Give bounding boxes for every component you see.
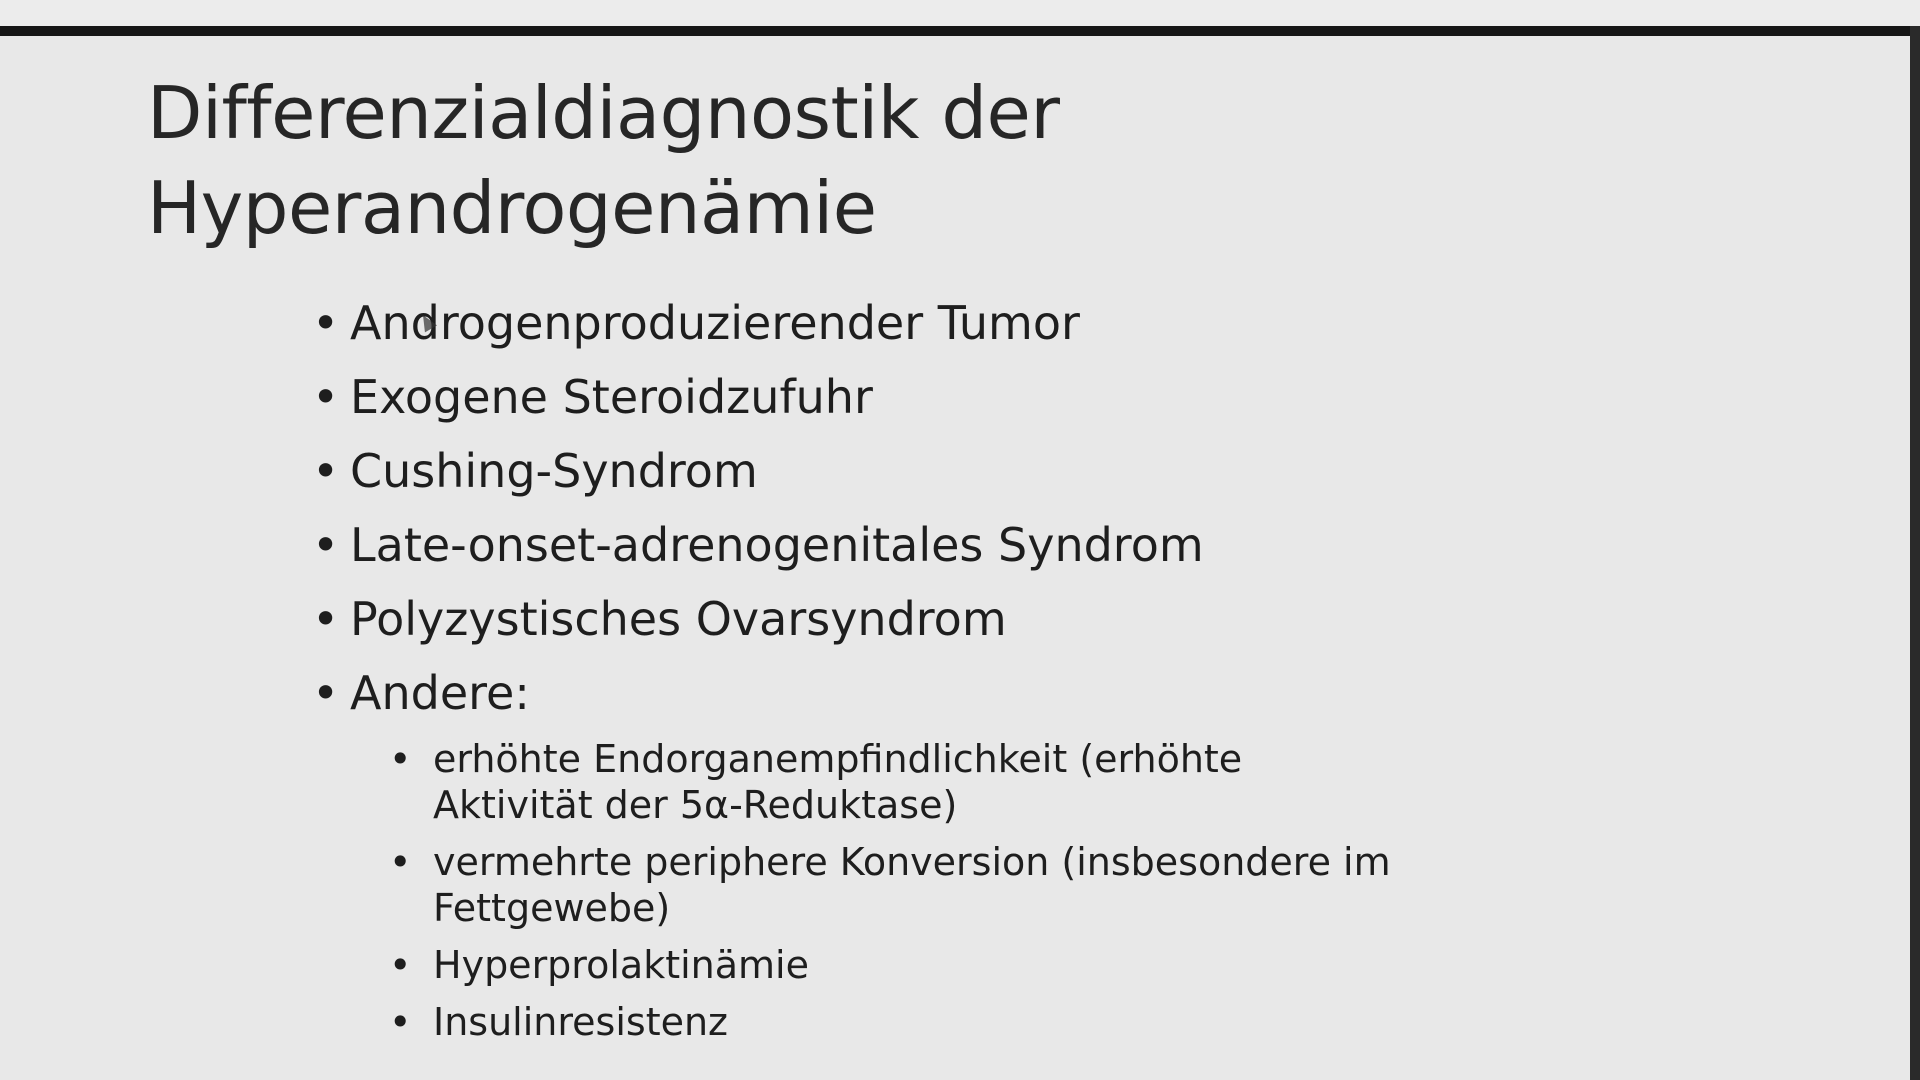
- bullet-item: • Polyzystisches Ovarsyndrom: [0, 582, 1900, 656]
- window-top-band: [0, 0, 1920, 26]
- bullet-item: • Cushing-Syndrom: [0, 434, 1900, 508]
- sub-bullet-line: • vermehrte periphere Konversion (insbesondere im: [433, 840, 1391, 884]
- sub-bullet-line: • Insulinresistenz: [433, 1000, 729, 1044]
- bullet-item-andere: [0, 656, 1900, 1045]
- bullet-list: [0, 286, 1900, 1056]
- sub-bullet-item: [0, 942, 1900, 988]
- slide-top-border: [0, 26, 1920, 36]
- sub-bullet-list: [350, 736, 1900, 1045]
- slide-right-edge: [1910, 26, 1920, 1080]
- bullet-item: • Late-onset-adrenogenitales Syndrom: [0, 508, 1900, 582]
- sub-bullet-item: [0, 736, 1900, 828]
- sub-bullet-item: [0, 839, 1900, 931]
- sub-bullet-line: Fettgewebe): [433, 886, 671, 930]
- sub-bullet-item: [0, 999, 1900, 1045]
- sub-bullet-line: • Hyperprolaktinämie: [433, 943, 809, 987]
- bullet-item-label: Andere:: [350, 666, 530, 720]
- bullet-item: • Exogene Steroidzufuhr: [0, 360, 1900, 434]
- sub-bullet-line: • erhöhte Endorganempfindlichkeit (erhöhte: [433, 737, 1243, 781]
- bullet-item: • Androgenproduzierender Tumor: [0, 286, 1900, 360]
- sub-bullet-line: Aktivität der 5α-Reduktase): [433, 783, 958, 827]
- slide-title-line-2: Hyperandrogenämie: [147, 166, 877, 250]
- slide-title-line-1: Differenzialdiagnostik der: [147, 71, 1060, 155]
- slide-title: [147, 66, 1547, 256]
